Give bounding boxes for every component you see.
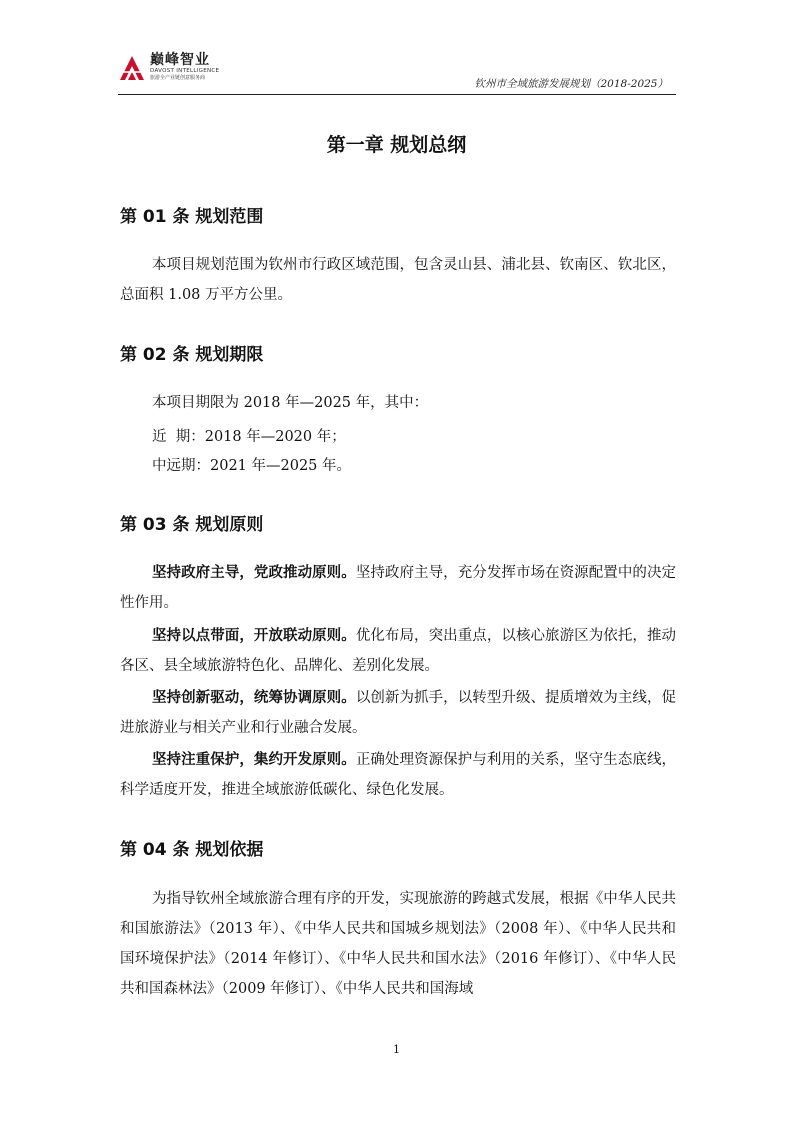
logo-icon	[118, 52, 146, 82]
section-title-03: 第 03 条 规划原则	[120, 515, 264, 535]
principle-item	[120, 745, 676, 805]
principle-item	[120, 621, 676, 681]
logo-name: 巅峰智业	[150, 52, 210, 68]
section-02-line: 中远期：2021 年—2025 年。	[152, 458, 352, 474]
section-title-04: 第 04 条 规划依据	[120, 840, 264, 860]
principle-item	[120, 558, 676, 618]
section-title-01: 第 01 条 规划范围	[120, 207, 264, 227]
document-title: 钦州市全域旅游发展规划（2018-2025）	[474, 78, 668, 90]
principle-heading: 坚持政府主导，党政推动原则。	[152, 565, 356, 581]
page-number: 1	[393, 1043, 400, 1056]
principle-text: 坚持政府主导，充分发挥市场在资源配置中的决定性作用。	[120, 565, 677, 611]
logo	[118, 52, 219, 82]
principle-text: 正确处理资源保护与利用的关系，坚守生态底线，科学适度开发，推进全域旅游低碳化、绿色化发展。	[120, 752, 677, 798]
principle-heading: 坚持注重保护，集约开发原则。	[152, 752, 356, 768]
section-04-paragraph: 为指导钦州全域旅游合理有序的开发，实现旅游的跨越式发展，根据《中华人民共和国旅游法》（2013 年）、《中华人民共和国城乡规划法》（2008 年）、《中华人民共和国环境保护法》（2014 年修订）、《中华人民共和国水法》（2016 年修订）、《中华人民共和国森林法》（2009 年修订）、《中华人民共和国海域	[120, 891, 676, 997]
chapter-title: 第一章 规划总纲	[326, 134, 467, 156]
logo-tagline: 旅游全产业链创意服务商	[150, 75, 206, 81]
principle-text: 优化布局，突出重点，以核心旅游区为依托，推动各区、县全域旅游特色化、品牌化、差别化发展。	[120, 628, 677, 674]
section-01-paragraph: 本项目规划范围为钦州市行政区域范围，包含灵山县、浦北县、钦南区、钦北区，总面积 1.08 万平方公里。	[120, 257, 676, 303]
page-header	[118, 52, 676, 95]
section-title-02: 第 02 条 规划期限	[120, 345, 264, 365]
section-02-line: 本项目期限为 2018 年—2025 年，其中：	[152, 395, 429, 411]
principle-heading: 坚持以点带面，开放联动原则。	[152, 628, 356, 644]
logo-english: DAVOST INTELLIGENCE	[150, 68, 220, 74]
principle-text: 以创新为抓手，以转型升级、提质增效为主线，促进旅游业与相关产业和行业融合发展。	[120, 690, 677, 736]
principle-heading: 坚持创新驱动，统筹协调原则。	[152, 690, 356, 706]
principle-item	[120, 683, 676, 743]
section-02-line: 近 期：2018 年—2020 年；	[152, 429, 346, 445]
